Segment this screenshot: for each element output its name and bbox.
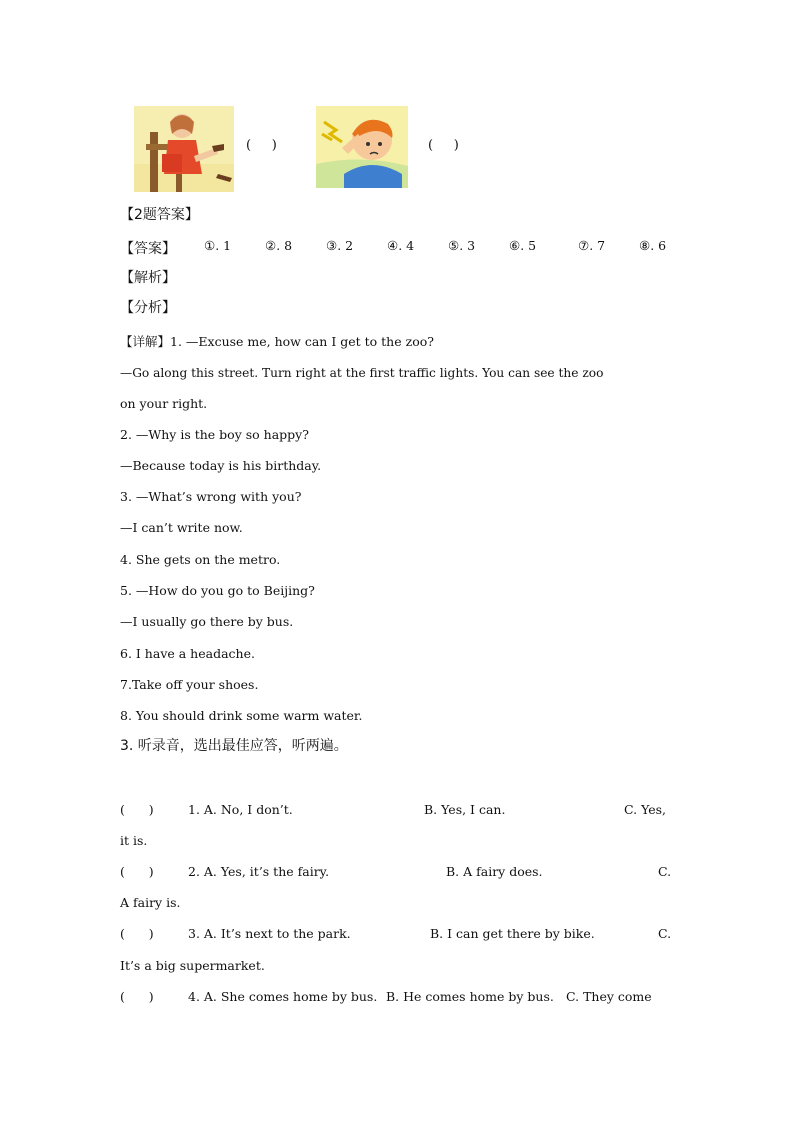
detail-line: on your right. <box>120 396 208 411</box>
answer-item: ⑦. 7 <box>578 238 606 253</box>
answer-label: 【答案】 <box>120 241 176 257</box>
detail-line: 7.Take off your shoes. <box>120 677 259 692</box>
answer-blank: ( ) <box>120 926 154 941</box>
question-2-continuation: A fairy is. <box>120 895 181 910</box>
q2-answer-heading: 【2题答案】 <box>120 207 199 223</box>
question-2-option-a: 2. A. Yes, it’s the fairy. <box>188 864 330 879</box>
answer-blank: ( ) <box>120 989 154 1004</box>
answer-blank: ( ) <box>120 864 154 879</box>
picture-blank-2: ( ) <box>428 138 459 153</box>
detail-line: —Because today is his birthday. <box>120 458 322 473</box>
picture-row <box>132 104 692 194</box>
question-4-option-a: 4. A. She comes home by bus. <box>188 989 378 1004</box>
answer-item: ③. 2 <box>326 238 354 253</box>
question-2-option-c: C. <box>658 864 672 879</box>
question-1-option-c: C. Yes, <box>624 802 667 817</box>
question-3-continuation: It’s a big supermarket. <box>120 958 265 973</box>
detail-line: —Go along this street. Turn right at the first traffic lights. You can see the zoo <box>120 366 604 380</box>
question-3-option-c: C. <box>658 926 672 941</box>
question-1-option-b: B. Yes, I can. <box>424 802 506 817</box>
detail-line: 2. —Why is the boy so happy? <box>120 427 309 442</box>
question-3-option-b: B. I can get there by bike. <box>430 926 595 941</box>
answer-item: ⑧. 6 <box>639 238 667 253</box>
picture-blank-1: ( ) <box>246 138 277 153</box>
fenxi-label: 【分析】 <box>120 300 176 316</box>
detail-line: 【详解】1. —Excuse me, how can I get to the zoo? <box>120 334 434 349</box>
section-3-title: 3. 听录音，选出最佳应答，听两遍。 <box>120 738 348 754</box>
girl-shoes-illustration-image <box>132 104 236 194</box>
detail-line: —I can’t write now. <box>120 520 243 535</box>
answer-item: ①. 1 <box>204 238 232 253</box>
detail-line: 5. —How do you go to Beijing? <box>120 583 315 598</box>
answer-item: ⑥. 5 <box>509 238 537 253</box>
detail-line: 3. —What’s wrong with you? <box>120 489 302 504</box>
detail-line: 4. She gets on the metro. <box>120 552 281 567</box>
detail-line: —I usually go there by bus. <box>120 614 294 629</box>
answer-blank: ( ) <box>120 802 154 817</box>
question-4-option-c: C. They come <box>566 989 652 1004</box>
question-1-continuation: it is. <box>120 833 148 848</box>
answer-item: ④. 4 <box>387 238 415 253</box>
question-1-option-a: 1. A. No, I don’t. <box>188 802 293 817</box>
analysis-label: 【解析】 <box>120 270 176 286</box>
question-4-option-b: B. He comes home by bus. <box>386 989 554 1004</box>
question-2-option-b: B. A fairy does. <box>446 864 543 879</box>
boy-headache-illustration-image <box>314 104 410 190</box>
detail-line: 6. I have a headache. <box>120 646 255 661</box>
answer-item: ⑤. 3 <box>448 238 476 253</box>
detail-line: 8. You should drink some warm water. <box>120 708 363 723</box>
question-3-option-a: 3. A. It’s next to the park. <box>188 926 351 941</box>
answer-item: ②. 8 <box>265 238 293 253</box>
